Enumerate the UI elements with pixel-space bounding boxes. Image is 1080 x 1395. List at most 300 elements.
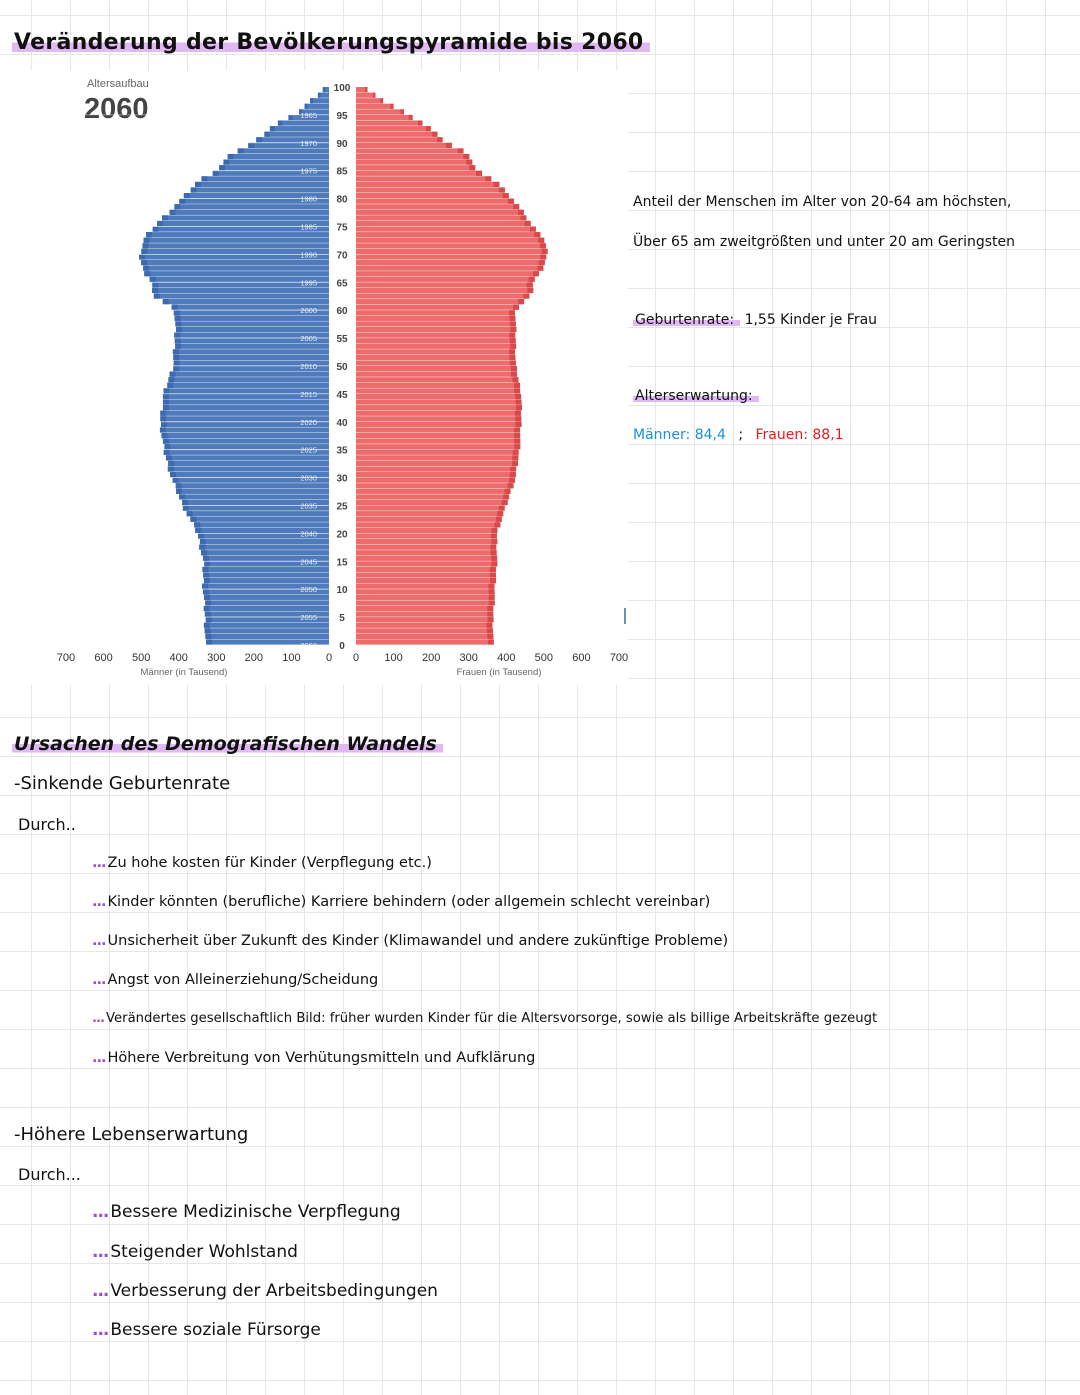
bar-women — [356, 595, 495, 600]
bar-men-edge — [205, 612, 211, 617]
bar-men — [166, 455, 329, 460]
bar-women-edge — [365, 87, 367, 92]
durch-label-2: Durch... — [18, 1165, 81, 1184]
x-tick-right: 700 — [609, 652, 628, 664]
bar-women-edge — [539, 260, 545, 265]
birth-year-label: 2020 — [300, 417, 317, 427]
bar-women-edge — [503, 494, 509, 499]
bar-men — [168, 466, 329, 471]
bar-men — [187, 511, 329, 516]
bar-women-edge — [490, 572, 496, 577]
bar-men — [175, 344, 329, 349]
bar-women-edge — [496, 517, 502, 522]
list-item: ... Verbesserung der Arbeitsbedingungen — [92, 1281, 438, 1301]
bar-men — [144, 238, 329, 243]
note-share-line2: Über 65 am zweitgrößten und unter 20 am Geringsten — [633, 234, 1016, 250]
bar-men-edge — [201, 550, 207, 555]
bar-women — [356, 288, 533, 293]
list-item: ... Zu hohe kosten für Kinder (Verpflegung etc.) — [92, 855, 432, 871]
bar-women-edge — [426, 126, 431, 131]
bar-women-edge — [510, 327, 516, 332]
bar-women — [356, 539, 497, 544]
x-axis-ticks — [57, 652, 628, 664]
age-tick-label: 75 — [336, 222, 348, 234]
birth-year-label: 2035 — [300, 501, 317, 511]
bar-men-edge — [318, 93, 321, 98]
note-share-line1: Anteil der Menschen im Alter von 20-64 am höchsten, — [633, 194, 1012, 210]
bar-women — [356, 578, 496, 583]
bar-women-edge — [508, 199, 514, 204]
bar-men — [154, 293, 329, 298]
bar-women — [356, 327, 516, 332]
x-tick-left: 400 — [169, 652, 188, 664]
x-tick-right: 100 — [384, 652, 403, 664]
bar-men-edge — [323, 87, 325, 92]
list-item: ... Unsicherheit über Zukunft des Kinder (Klimawandel und andere zukünftige Probleme) — [92, 933, 729, 949]
bar-women — [356, 506, 505, 511]
bar-women-edge — [514, 439, 520, 444]
bar-women — [356, 472, 516, 477]
bar-men-edge — [173, 478, 179, 483]
x-tick-right: 200 — [421, 652, 441, 664]
bar-women — [356, 120, 422, 125]
bar-men-edge — [176, 483, 182, 488]
bar-women — [356, 293, 529, 298]
x-tick-left: 600 — [94, 652, 113, 664]
bar-men-edge — [198, 533, 204, 538]
bar-men — [256, 137, 329, 142]
bar-women-edge — [491, 561, 497, 566]
bar-women-edge — [516, 399, 522, 404]
subheading-sinkende-geburtenrate: -Sinkende Geburtenrate — [14, 773, 231, 794]
bar-women — [356, 528, 497, 533]
bar-men-edge — [174, 333, 180, 338]
bar-men-edge — [200, 539, 206, 544]
bar-women-edge — [486, 623, 492, 628]
bar-men — [305, 104, 329, 109]
birth-year-label: 2045 — [300, 557, 317, 567]
bar-men-edge — [141, 260, 147, 265]
bar-men-edge — [204, 606, 210, 611]
bar-women-edge — [510, 321, 516, 326]
bar-women — [356, 427, 520, 432]
x-tick-right: 300 — [459, 652, 478, 664]
bar-women-edge — [513, 450, 519, 455]
bar-men-edge — [278, 120, 283, 125]
women-life-exp: Frauen: 88,1 — [755, 427, 844, 443]
bar-women — [356, 109, 404, 114]
bar-men-edge — [183, 506, 189, 511]
bar-men-edge — [167, 383, 173, 388]
bar-women — [356, 232, 540, 237]
bar-women-edge — [509, 333, 515, 338]
age-tick-label: 0 — [339, 641, 345, 652]
bar-men-edge — [206, 617, 212, 622]
bar-women — [356, 238, 544, 243]
bar-women — [356, 210, 524, 215]
bar-women-edge — [514, 427, 520, 432]
bar-men-edge — [248, 143, 254, 148]
bar-men — [163, 405, 329, 410]
bar-men — [163, 299, 329, 304]
bar-men-edge — [195, 182, 201, 187]
birth-year-label: 2010 — [300, 362, 317, 371]
bar-women — [356, 450, 519, 455]
bar-men — [170, 210, 329, 215]
bar-men-edge — [173, 355, 179, 360]
bar-women-edge — [499, 187, 505, 192]
bar-women-edge — [503, 193, 509, 198]
birth-year-label: 2015 — [300, 389, 317, 399]
bar-men-edge — [160, 411, 166, 416]
bar-men-edge — [310, 98, 313, 103]
bar-women — [356, 137, 443, 142]
birth-year-label: 2025 — [300, 445, 317, 455]
bar-men — [201, 550, 329, 555]
birth-year-label: 1975 — [300, 166, 317, 176]
bar-women — [356, 567, 496, 572]
bar-women-edge — [538, 238, 544, 243]
bar-men-edge — [191, 187, 197, 192]
bar-men-edge — [305, 104, 308, 109]
bar-women-edge — [432, 132, 437, 137]
bar-women-edge — [491, 528, 497, 533]
age-tick-label: 40 — [336, 417, 348, 429]
bar-men-edge — [179, 494, 185, 499]
bar-women-edge — [540, 243, 546, 248]
bar-women-edge — [489, 589, 495, 594]
bar-women — [356, 143, 452, 148]
bar-women — [356, 305, 519, 310]
bar-men-edge — [173, 349, 179, 354]
bar-men-edge — [172, 305, 178, 310]
bar-women — [356, 533, 497, 538]
bar-men-edge — [152, 282, 158, 287]
bar-women-edge — [514, 444, 520, 449]
bar-men — [161, 433, 329, 438]
bar-men — [162, 215, 329, 220]
bar-women — [356, 372, 517, 377]
birth-year-label: 1970 — [300, 138, 317, 148]
bar-men — [142, 243, 329, 248]
bar-women-edge — [512, 461, 518, 466]
bar-men — [270, 126, 329, 131]
bar-men-edge — [161, 422, 167, 427]
men-life-exp: Männer: 84,4 — [633, 427, 726, 443]
bar-men — [176, 483, 329, 488]
bar-women — [356, 243, 546, 248]
bar-men — [204, 578, 329, 583]
x-tick-right: 500 — [534, 652, 554, 664]
bar-women-edge — [540, 254, 546, 259]
bar-men-edge — [143, 266, 149, 271]
bar-men-edge — [163, 399, 169, 404]
age-tick-label: 70 — [336, 250, 348, 262]
bar-women-edge — [509, 316, 515, 321]
list-item: ... Bessere soziale Fürsorge — [92, 1320, 321, 1340]
bar-men-edge — [184, 193, 190, 198]
bar-women-edge — [497, 511, 503, 516]
x-tick-right: 0 — [352, 652, 360, 664]
bar-women — [356, 115, 413, 120]
bar-men — [264, 132, 329, 137]
bar-women-edge — [520, 215, 526, 220]
bar-men-edge — [170, 210, 176, 215]
bar-women — [356, 511, 503, 516]
birth-year-label: 2050 — [300, 585, 317, 595]
birth-year-label: 1995 — [300, 278, 317, 288]
birth-year-label: 2005 — [300, 334, 317, 344]
bar-men-edge — [163, 405, 169, 410]
bar-women-edge — [513, 305, 519, 310]
x-tick-right: 600 — [572, 652, 591, 664]
bar-women — [356, 623, 492, 628]
page-title: Veränderung der Bevölkerungspyramide bis 2060 — [12, 30, 650, 55]
bar-women-edge — [514, 383, 520, 388]
bar-men-edge — [175, 316, 181, 321]
bar-women-edge — [446, 143, 452, 148]
bar-women-edge — [476, 171, 482, 176]
bar-women — [356, 500, 508, 505]
bar-women-edge — [491, 539, 497, 544]
bar-men — [223, 160, 329, 165]
bar-men — [195, 182, 329, 187]
bar-men — [204, 606, 329, 611]
bar-men-edge — [168, 466, 174, 471]
age-tick-label: 10 — [336, 585, 348, 597]
bar-women-edge — [510, 360, 516, 365]
bar-women-edge — [489, 584, 495, 589]
bar-men-edge — [203, 556, 209, 561]
age-tick-label: 95 — [336, 110, 348, 122]
age-tick-label: 5 — [339, 613, 345, 625]
separator: ; — [738, 427, 744, 443]
bar-men-edge — [170, 472, 176, 477]
bar-men-edge — [174, 204, 180, 209]
bar-men-edge — [204, 595, 210, 600]
bar-women — [356, 517, 502, 522]
bar-men-edge — [205, 628, 211, 633]
bar-men — [170, 372, 329, 377]
bar-men — [144, 271, 329, 276]
bar-women-edge — [510, 344, 516, 349]
bar-women — [356, 187, 505, 192]
pyramid-svg — [0, 70, 628, 685]
age-tick-label: 55 — [336, 334, 348, 346]
bar-men — [174, 204, 329, 209]
birth-year-label: 2060 — [300, 641, 317, 650]
bar-men-edge — [203, 572, 209, 577]
list-item: ... Kinder könnten (berufliche) Karriere behindern (oder allgemein schlecht vereinbar) — [92, 894, 711, 910]
bar-women — [356, 271, 539, 276]
bar-men-edge — [202, 584, 208, 589]
bar-women-edge — [463, 154, 469, 159]
bar-men-edge — [194, 522, 200, 527]
bar-women-edge — [466, 160, 472, 165]
bar-men-edge — [150, 277, 156, 282]
bar-men-edge — [146, 232, 152, 237]
population-pyramid-chart — [0, 70, 628, 685]
bar-women — [356, 338, 516, 343]
bar-women-edge — [511, 372, 517, 377]
bar-women — [356, 444, 520, 449]
birth-year-label: 2030 — [300, 473, 317, 483]
chart-subtitle: Altersaufbau — [87, 78, 149, 90]
bar-men — [143, 266, 329, 271]
bar-women-edge — [373, 93, 376, 98]
bar-men-edge — [142, 243, 148, 248]
bar-women-edge — [401, 109, 404, 114]
bar-women-edge — [509, 478, 515, 483]
bar-women — [356, 600, 495, 605]
bar-women — [356, 316, 515, 321]
bar-women-edge — [509, 349, 515, 354]
bar-women-edge — [509, 355, 515, 360]
bar-women — [356, 606, 493, 611]
x-tick-left: 700 — [56, 652, 76, 664]
bar-women — [356, 522, 500, 527]
bar-women-edge — [510, 338, 516, 343]
bar-women-edge — [534, 232, 540, 237]
bar-women — [356, 455, 518, 460]
bar-women — [356, 221, 531, 226]
bar-men — [160, 411, 329, 416]
bar-men — [202, 567, 329, 572]
bar-men — [200, 539, 329, 544]
bar-women-edge — [488, 639, 494, 644]
list-item: ... Höhere Verbreitung von Verhütungsmitteln und Aufklärung — [92, 1050, 536, 1066]
bar-men — [204, 595, 329, 600]
bar-women — [356, 494, 509, 499]
bar-women — [356, 584, 495, 589]
bar-women — [356, 422, 522, 427]
bar-women — [356, 254, 546, 259]
bar-men-edge — [163, 299, 169, 304]
bar-women — [356, 394, 521, 399]
x-tick-right: 400 — [497, 652, 516, 664]
birth-year-label: 1985 — [300, 222, 317, 232]
note-life-expectancy-label — [633, 388, 759, 404]
bar-women-edge — [487, 634, 493, 639]
bar-women — [356, 199, 514, 204]
bar-women-edge — [489, 600, 495, 605]
age-axis-labels — [334, 83, 351, 652]
bar-men-edge — [206, 639, 212, 644]
list-item: ... Steigender Wohlstand — [92, 1242, 298, 1262]
bar-women-edge — [516, 422, 522, 427]
bar-men — [176, 489, 329, 494]
bar-women — [356, 282, 533, 287]
bar-women-edge — [490, 567, 496, 572]
birth-year-label: 2040 — [300, 529, 317, 539]
bar-women — [356, 589, 495, 594]
age-tick-label: 15 — [336, 557, 348, 569]
bar-women-edge — [487, 606, 493, 611]
bar-men-edge — [139, 254, 145, 259]
bar-women-edge — [493, 182, 499, 187]
bar-men — [204, 623, 329, 628]
bar-women-edge — [511, 366, 517, 371]
bar-women-edge — [542, 249, 548, 254]
bar-women — [356, 126, 431, 131]
bar-men-edge — [175, 321, 181, 326]
bar-women-edge — [515, 411, 521, 416]
bar-women — [356, 98, 383, 103]
xlabel-men: Männer (in Tausend) — [140, 667, 228, 678]
bar-women-edge — [490, 545, 496, 550]
bar-men-edge — [205, 634, 211, 639]
bar-men-edge — [238, 148, 244, 153]
x-tick-left: 100 — [282, 652, 301, 664]
bar-women-edge — [512, 455, 518, 460]
bar-women — [356, 639, 494, 644]
bar-men-edge — [176, 327, 182, 332]
bar-men — [163, 439, 329, 444]
bar-men-edge — [153, 227, 159, 232]
bar-women-edge — [499, 506, 505, 511]
bar-women-edge — [508, 483, 514, 488]
bar-women-edge — [529, 277, 535, 282]
bar-men-edge — [160, 416, 166, 421]
bar-women — [356, 628, 493, 633]
bar-women — [356, 556, 497, 561]
bar-men — [168, 461, 329, 466]
bar-women-edge — [491, 556, 497, 561]
bar-women — [356, 405, 522, 410]
bar-men — [173, 349, 329, 354]
bar-women — [356, 321, 516, 326]
x-tick-left: 500 — [131, 652, 151, 664]
x-tick-left: 300 — [207, 652, 226, 664]
bar-men-edge — [190, 517, 196, 522]
bar-men-edge — [160, 427, 166, 432]
bar-women — [356, 104, 394, 109]
subheading-hoehere-lebenserwartung: -Höhere Lebenserwartung — [14, 1124, 249, 1145]
bar-women-edge — [513, 204, 519, 209]
bar-women-edge — [418, 120, 423, 125]
bar-men-edge — [168, 377, 174, 382]
age-tick-label: 50 — [336, 362, 348, 373]
bar-women-edge — [514, 433, 520, 438]
bar-women-edge — [491, 550, 497, 555]
bar-women — [356, 377, 518, 382]
bar-women-edge — [515, 394, 521, 399]
bar-women — [356, 299, 524, 304]
bar-men-edge — [154, 293, 160, 298]
bar-women-edge — [516, 405, 522, 410]
bar-women-edge — [510, 472, 516, 477]
age-tick-label: 90 — [336, 138, 348, 150]
bar-women — [356, 333, 515, 338]
bar-women — [356, 355, 515, 360]
bar-women — [356, 349, 515, 354]
bar-men — [176, 327, 329, 332]
bar-women-edge — [510, 466, 516, 471]
bar-women — [356, 227, 536, 232]
bar-men-edge — [256, 137, 262, 142]
bar-women — [356, 193, 509, 198]
bar-women — [356, 478, 515, 483]
bar-men-edge — [288, 115, 292, 120]
birth-year-label: 2000 — [300, 306, 317, 316]
bar-women-edge — [533, 271, 539, 276]
bar-women-edge — [380, 98, 383, 103]
birthrate-value: 1,55 Kinder je Frau — [744, 312, 878, 328]
bar-women-edge — [458, 148, 464, 153]
bar-men — [179, 494, 329, 499]
bar-women — [356, 550, 497, 555]
bar-men-edge — [164, 444, 170, 449]
